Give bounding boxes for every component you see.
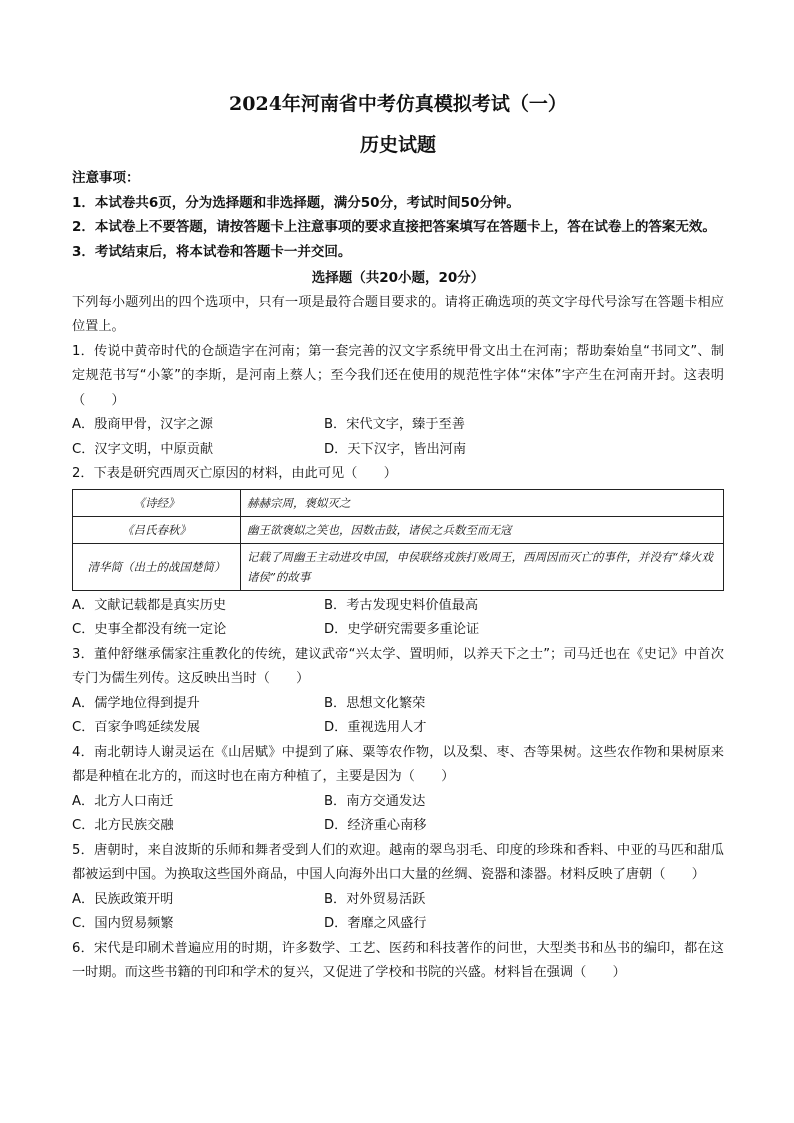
question-6	[72, 937, 724, 986]
exam-page	[72, 92, 724, 986]
option-c: C．史事全都没有统一定论	[72, 622, 227, 637]
question-4	[72, 741, 724, 839]
notice-block	[72, 166, 724, 264]
source-name: 清华简（出土的战国楚简）	[73, 543, 241, 590]
source-table	[72, 489, 724, 591]
options-grid	[72, 888, 724, 937]
option-c: C．北方民族交融	[72, 818, 174, 833]
option-d: D．奢靡之风盛行	[324, 916, 427, 931]
option-a: A．民族政策开明	[72, 891, 174, 907]
source-name: 《吕氏春秋》	[73, 516, 241, 543]
question-2	[72, 462, 724, 643]
question-1	[72, 340, 724, 463]
option-b: B．考古发现史料价值最高	[324, 597, 479, 613]
option-d: D．天下汉字，皆出河南	[324, 441, 467, 457]
source-content: 幽王欲褒姒之笑也，因数击鼓，诸侯之兵数至而无寇	[241, 516, 724, 543]
question-3	[72, 643, 724, 741]
question-stem: 1．传说中黄帝时代的仓颉造字在河南；第一套完善的汉文字系统甲骨文出土在河南；帮助秦始皇“书同文”、制定规范书写“小篆”的李斯，是河南上蔡人；至今我们还在使用的规范性字体“宋体”字产生在河南开封。这表明（ ）	[72, 343, 724, 408]
option-a: A．儒学地位得到提升	[72, 695, 200, 711]
question-stem: 6．宋代是印刷术普遍应用的时期，许多数学、工艺、医药和科技著作的问世，大型类书和丛书的编印，都在这一时期。而这些书籍的刊印和学术的复兴，又促进了学校和书院的兴盛。材料旨在强调（ ）	[72, 940, 724, 980]
option-d: D．经济重心南移	[324, 818, 427, 833]
option-d: D．重视选用人才	[324, 720, 427, 735]
exam-title: 2024年河南省中考仿真模拟考试（一）	[229, 93, 567, 115]
option-c: C．汉字文明，中原贡献	[72, 441, 214, 457]
option-c: C．百家争鸣延续发展	[72, 720, 200, 735]
section-heading: 选择题（共20小题，20分）	[311, 270, 485, 286]
subject-title: 历史试题	[359, 134, 436, 156]
option-d: D．史学研究需要多重论证	[324, 622, 480, 637]
notice-item: 2．本试卷上不要答题，请按答题卡上注意事项的要求直接把答案填写在答题卡上，答在试卷上的答案无效。	[72, 219, 716, 235]
table-row	[73, 489, 724, 516]
options-grid	[72, 413, 724, 462]
question-stem: 4．南北朝诗人谢灵运在《山居赋》中提到了麻、粟等农作物，以及梨、枣、杏等果树。这些农作物和果树原来都是种植在北方的，而这时也在南方种植了，主要是因为（ ）	[72, 744, 724, 784]
notice-heading: 注意事项：	[72, 170, 140, 186]
table-row	[73, 516, 724, 543]
option-b: B．南方交通发达	[324, 793, 426, 809]
options-grid	[72, 790, 724, 839]
question-stem: 2．下表是研究西周灭亡原因的材料，由此可见（ ）	[72, 466, 397, 481]
question-5	[72, 839, 724, 937]
notice-item: 1．本试卷共6页，分为选择题和非选择题，满分50分，考试时间50分钟。	[72, 194, 520, 211]
source-content: 赫赫宗周，褒姒灭之	[241, 489, 724, 516]
option-b: B．对外贸易活跃	[324, 891, 426, 907]
options-grid	[72, 594, 724, 643]
section-instructions: 下列每小题列出的四个选项中，只有一项是最符合题目要求的。请将正确选项的英文字母代号涂写在答题卡相应位置上。	[72, 294, 724, 334]
source-name: 《诗经》	[73, 489, 241, 516]
table-row	[73, 543, 724, 590]
notice-item: 3．考试结束后，将本试卷和答题卡一并交回。	[72, 243, 352, 260]
option-c: C．国内贸易频繁	[72, 916, 174, 931]
option-a: A．殷商甲骨，汉字之源	[72, 417, 213, 432]
question-stem: 3．董仲舒继承儒家注重教化的传统，建议武帝“兴太学、置明师，以养天下之士”；司马迁也在《史记》中首次专门为儒生列传。这反映出当时（ ）	[72, 646, 724, 686]
option-a: A．文献记载都是真实历史	[72, 597, 227, 613]
source-content: 记载了周幽王主动进攻申国，申侯联络戎族打败周王，西周因而灭亡的事件，并没有“烽火戏诸侯”的故事	[241, 543, 724, 590]
option-b: B．宋代文字，臻于至善	[324, 417, 465, 432]
option-b: B．思想文化繁荣	[324, 695, 426, 711]
options-grid	[72, 692, 724, 741]
question-stem: 5．唐朝时，来自波斯的乐师和舞者受到人们的欢迎。越南的翠鸟羽毛、印度的珍珠和香料、中亚的马匹和甜瓜都被运到中国。为换取这些国外商品，中国人向海外出口大量的丝绸、瓷器和漆器。材料反映了唐朝（ ）	[72, 842, 724, 882]
option-a: A．北方人口南迁	[72, 793, 174, 809]
